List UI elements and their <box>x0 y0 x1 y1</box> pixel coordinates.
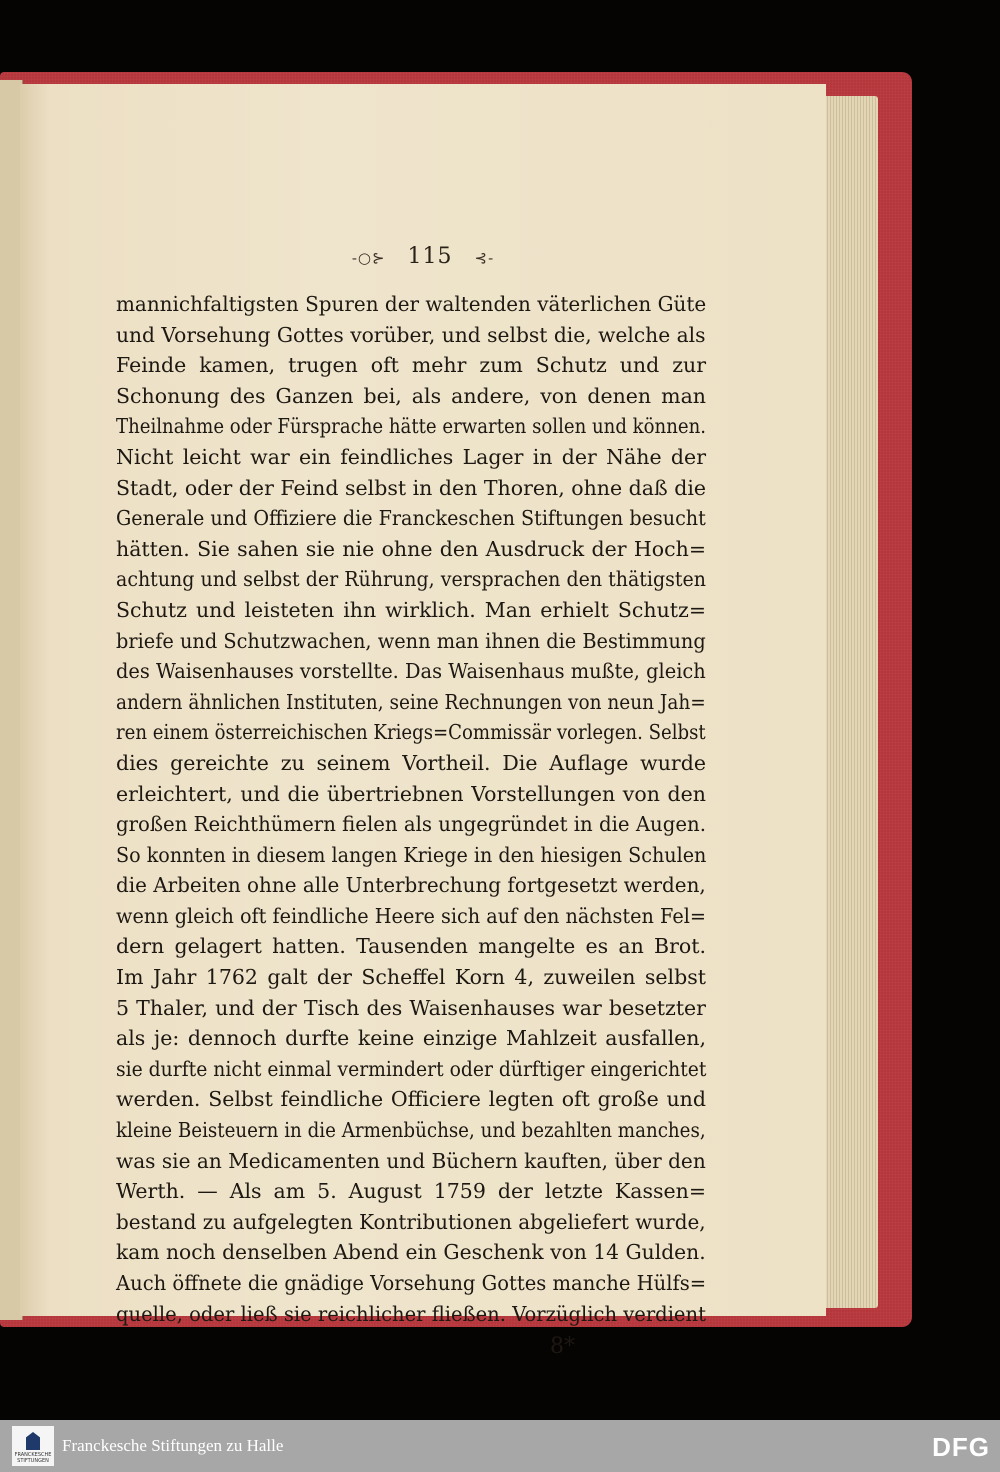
text-line: Im Jahr 1762 galt der Scheffel Korn 4, zuweilen selbst <box>116 965 706 990</box>
page-header <box>20 244 826 269</box>
book-page <box>20 84 826 1359</box>
text-line: quelle, oder ließ sie reichlicher fließen. Vorzüglich verdient <box>116 1301 706 1326</box>
institution-name[interactable]: Franckesche Stiftungen zu Halle <box>62 1436 284 1455</box>
ornament-right-icon: ⊰- <box>474 249 495 267</box>
signature-mark: 8* <box>550 1334 575 1359</box>
text-line: Theilnahme oder Fürsprache hätte erwarten sollen und können. <box>116 414 707 439</box>
text-line: was sie an Medicamenten und Büchern kauften, über den <box>116 1148 706 1173</box>
text-line: Schutz und leisteten ihn wirklich. Man erhielt Schutz= <box>116 597 706 622</box>
text-line: erleichtert, und die übertriebnen Vorstellungen von den <box>116 781 706 806</box>
text-line: großen Reichthümern fielen als ungegründet in die Augen. <box>116 812 706 837</box>
text-line: andern ähnlichen Instituten, seine Rechnungen von neun Jah= <box>116 689 706 714</box>
text-line: hätten. Sie sahen sie nie ohne den Ausdruck der Hoch= <box>116 536 706 561</box>
text-line: dies gereichte zu seinem Vortheil. Die Auflage wurde <box>116 750 706 775</box>
text-line: Werth. — Als am 5. August 1759 der letzte Kassen= <box>116 1179 706 1204</box>
institution-logo[interactable] <box>12 1426 54 1466</box>
text-line: briefe und Schutzwachen, wenn man ihnen die Bestimmung <box>116 628 706 653</box>
text-line: bestand zu aufgelegten Kontributionen abgeliefert wurde, <box>116 1209 706 1234</box>
building-icon <box>26 1432 40 1450</box>
dfg-logo[interactable]: DFG <box>932 1432 990 1462</box>
text-line: des Waisenhauses vorstellte. Das Waisenhaus mußte, gleich <box>116 659 706 684</box>
text-line: kleine Beisteuern in die Armenbüchse, und bezahlten manches, <box>116 1118 706 1143</box>
logo-label: FRANCKESCHE STIFTUNGEN <box>14 1452 52 1464</box>
text-line: dern gelagert hatten. Tausenden mangelte es an Brot. <box>116 934 706 959</box>
text-line: werden. Selbst feindliche Officiere legten oft große und <box>116 1087 706 1112</box>
text-line: Stadt, oder der Feind selbst in den Thoren, ohne daß die <box>116 475 707 500</box>
text-line: Feinde kamen, trugen oft mehr zum Schutz und zur <box>116 353 706 378</box>
page-stack-edge <box>818 96 878 1308</box>
text-line: mannichfaltigsten Spuren der waltenden väterlichen Güte <box>116 292 707 316</box>
text-line: und Vorsehung Gottes vorüber, und selbst die, welche als <box>116 322 706 347</box>
body-text <box>116 289 706 1329</box>
text-line: Generale und Offiziere die Franckeschen Stiftungen besucht <box>116 506 706 531</box>
text-line: Auch öffnete die gnädige Vorsehung Gottes manche Hülfs= <box>116 1271 707 1295</box>
text-line: wenn gleich oft feindliche Heere sich auf den nächsten Fel= <box>116 903 706 928</box>
text-line: kam noch denselben Abend ein Geschenk von 14 Gulden. <box>116 1240 706 1265</box>
text-line: achtung und selbst der Rührung, versprachen den thätigsten <box>116 567 706 592</box>
text-line: 5 Thaler, und der Tisch des Waisenhauses war besetzter <box>116 995 706 1020</box>
text-line: ren einem österreichischen Kriegs=Commissär vorlegen. Selbst <box>116 720 706 745</box>
ornament-left-icon: -○⊱ <box>351 249 386 267</box>
footer-bar <box>0 1420 1000 1472</box>
text-line: die Arbeiten ohne alle Unterbrechung fortgesetzt werden, <box>116 873 706 898</box>
text-line: So konnten in diesem langen Kriege in den hiesigen Schulen <box>116 842 707 867</box>
text-line: als je: dennoch durfte keine einzige Mahlzeit ausfallen, <box>116 1026 706 1051</box>
text-line: Nicht leicht war ein feindliches Lager in der Nähe der <box>116 444 706 469</box>
text-line: sie durfte nicht einmal vermindert oder dürftiger eingerichtet <box>116 1056 707 1081</box>
text-line: Schonung des Ganzen bei, als andere, von denen man <box>116 383 706 408</box>
page-number: 115 <box>407 244 453 269</box>
